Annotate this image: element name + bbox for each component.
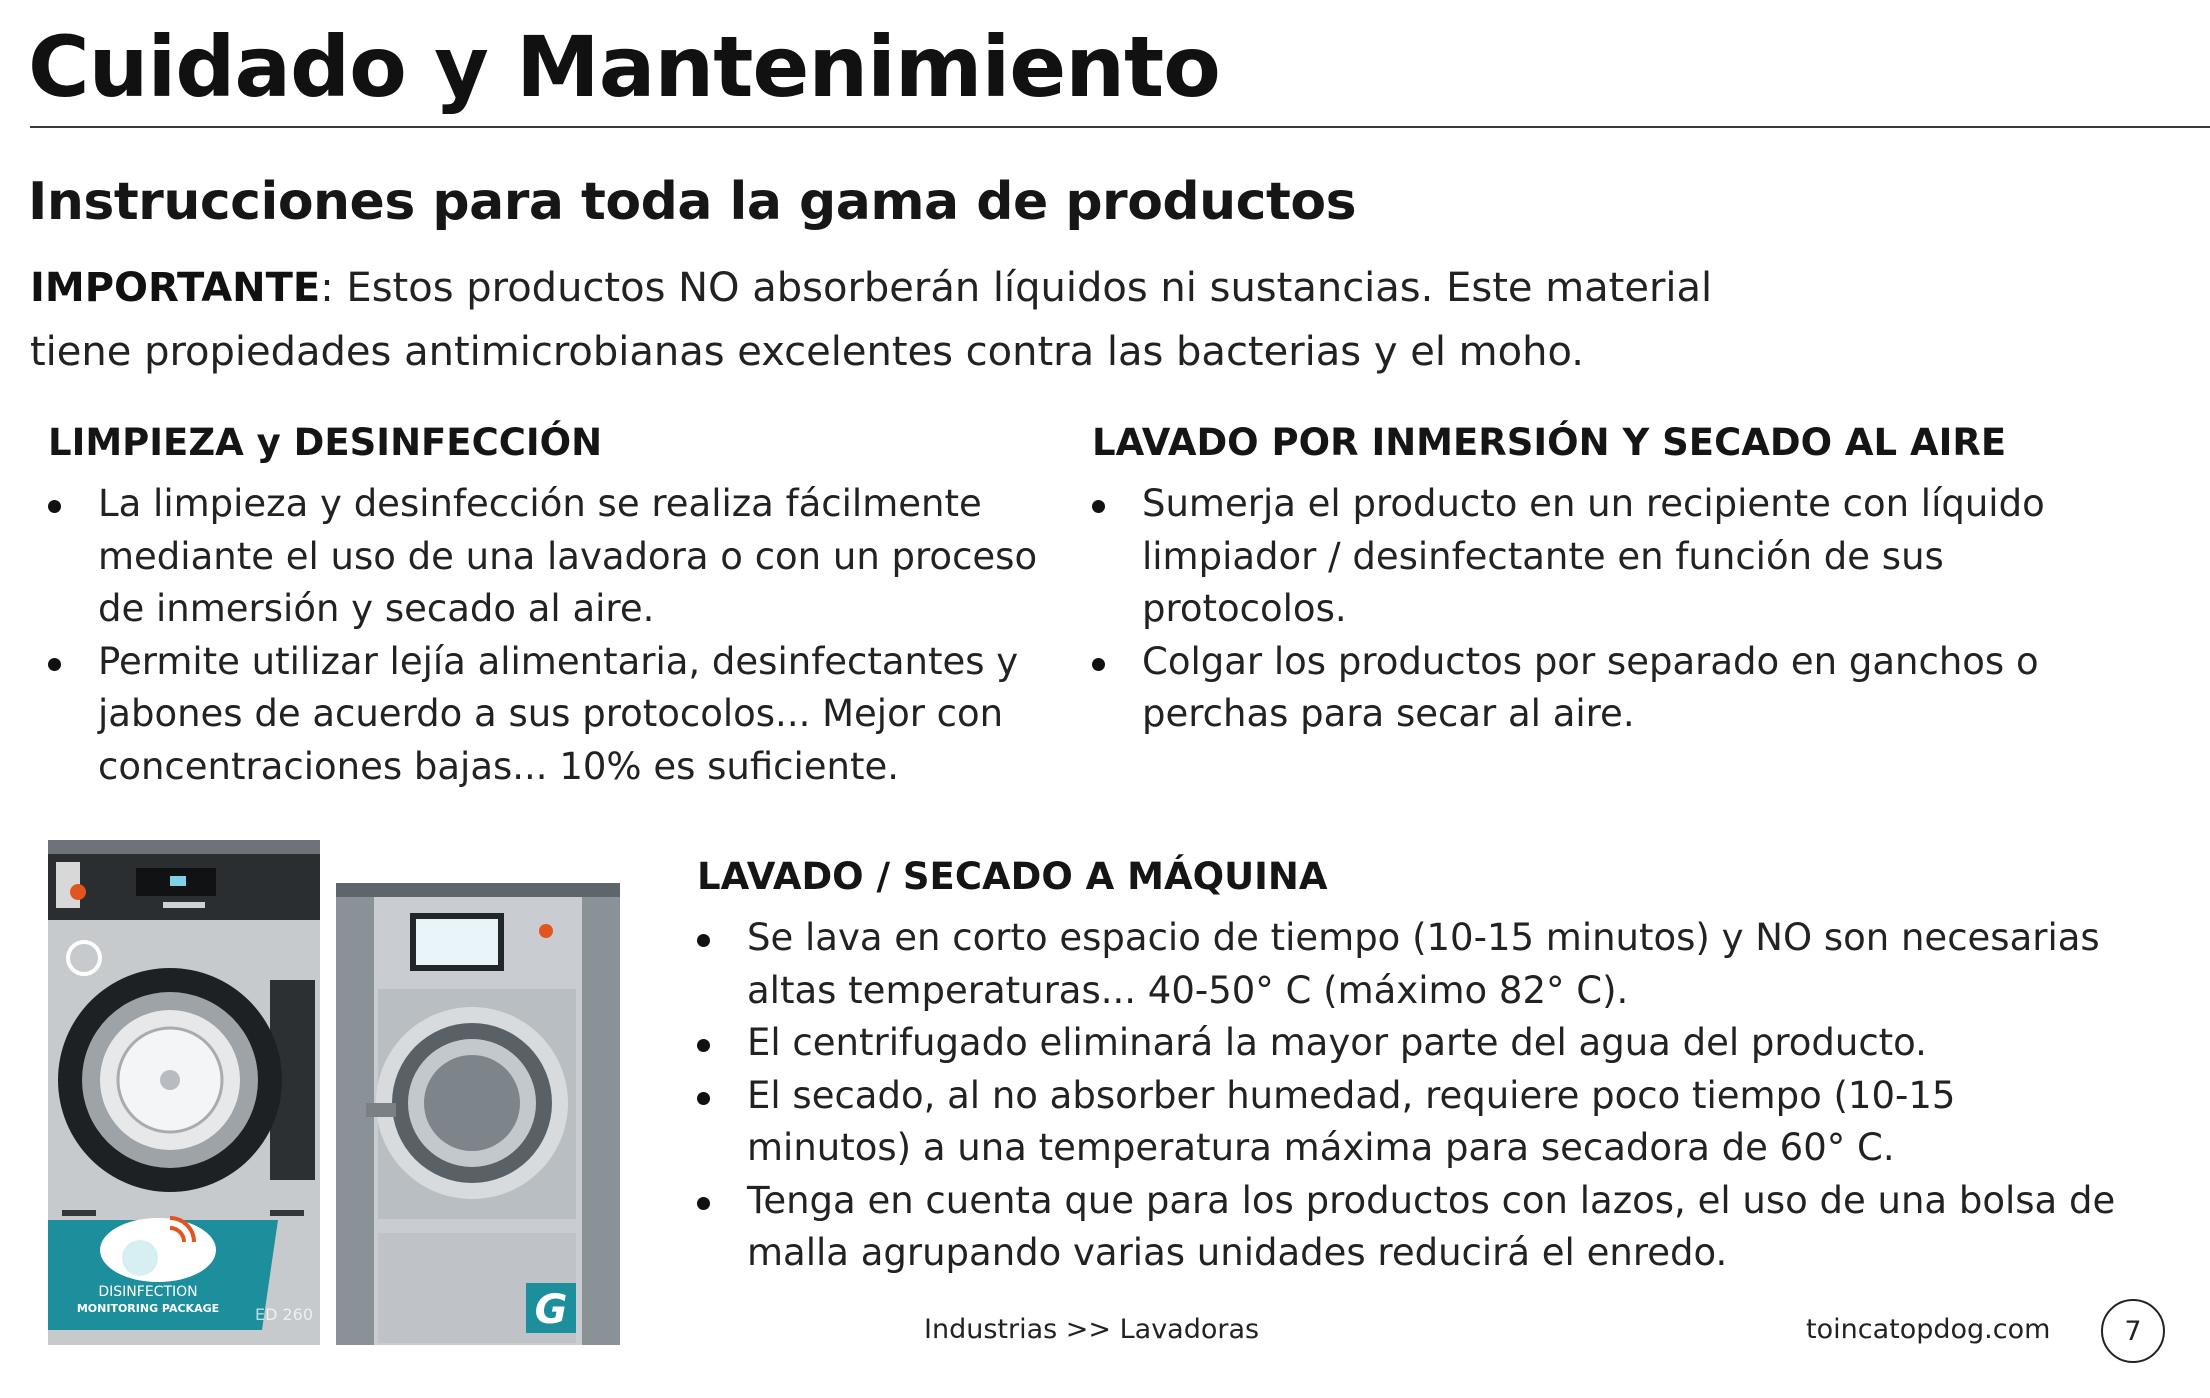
footer-website: toincatopdog.com [1806,1314,2051,1345]
list-item [1092,636,2132,741]
list-item-text: Permite utilizar lejía alimentaria, desinfectantes y jabones de acuerdo a sus protocolos... Mejor con concentraciones bajas... 10% es suficiente. [98,639,1019,788]
list-item-text: Tenga en cuenta que para los productos con lazos, el uso de una bolsa de malla agrupando varias unidades reducirá el enredo. [747,1178,2116,1274]
list-item [697,1070,2127,1175]
brand-logo: G [534,1287,568,1333]
list-item [697,912,2127,1017]
footer-breadcrumb: Industrias >> Lavadoras [924,1314,1260,1345]
section-heading-cleaning: LIMPIEZA y DESINFECCIÓN [48,421,603,464]
list-item-text: La limpieza y desinfección se realiza fácilmente mediante el uso de una lavadora o con un proceso de inmersión y secado al aire. [98,482,1038,630]
list-item [697,1017,2127,1070]
section-heading-machine: LAVADO / SECADO A MÁQUINA [697,855,1328,898]
model-label: ED 260 [254,1305,314,1324]
bullet-icon [48,500,61,513]
bullet-icon [48,658,61,671]
important-label: IMPORTANTE [30,265,321,311]
important-note [30,256,1810,384]
bullet-icon [1092,500,1105,513]
bullet-icon [697,1197,710,1210]
bullet-icon [1092,658,1105,671]
cleaning-bullet-list [48,478,1058,793]
immersion-bullet-list [1092,478,2132,741]
list-item-text: El secado, al no absorber humedad, requiere poco tiempo (10-15 minutos) a una temperatura máxima para secadora de 60° C. [747,1073,1956,1169]
important-text: : Estos productos NO absorberán líquidos ni sustancias. Este material tiene propiedades antimicrobianas excelentes contra las bacterias y el moho. [30,265,1713,375]
bullet-icon [697,934,710,947]
list-item [1092,478,2132,636]
list-item [48,478,1058,636]
list-item-text: Sumerja el producto en un recipiente con líquido limpiador / desinfectante en función de sus protocolos. [1142,482,2045,630]
list-item-text: Colgar los productos por separado en ganchos o perchas para secar al aire. [1142,639,2039,735]
badge-line-1: DISINFECTION [98,1284,198,1300]
dryer-machine-image [48,840,320,1345]
list-item-text: El centrifugado eliminará la mayor parte del agua del producto. [747,1021,1927,1064]
page-subtitle: Instrucciones para toda la gama de productos [28,172,1357,232]
section-heading-immersion: LAVADO POR INMERSIÓN Y SECADO AL AIRE [1092,421,2007,464]
washer-machine-image [336,883,620,1345]
bullet-icon [697,1039,710,1052]
machine-bullet-list [697,912,2127,1280]
page-title: Cuidado y Mantenimiento [28,18,1220,116]
list-item [48,636,1058,794]
title-divider [30,126,2210,128]
bullet-icon [697,1092,710,1105]
page-number: 7 [2101,1299,2165,1363]
list-item [697,1175,2127,1280]
badge-line-2: MONITORING PACKAGE [76,1302,220,1315]
list-item-text: Se lava en corto espacio de tiempo (10-15 minutos) y NO son necesarias altas temperaturas... 40-50° C (máximo 82° C). [747,916,2100,1012]
